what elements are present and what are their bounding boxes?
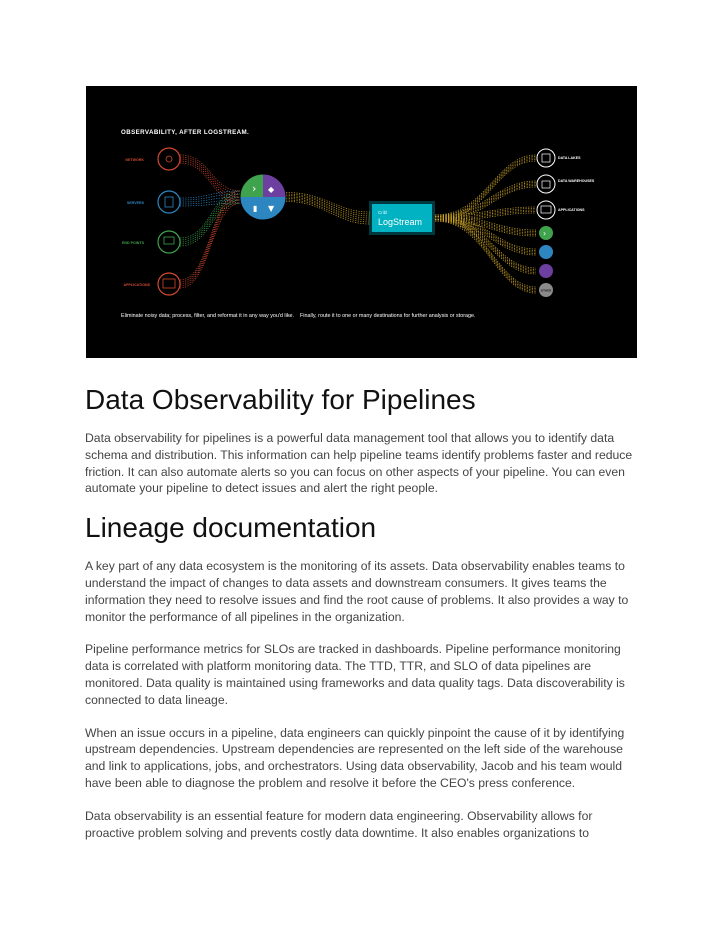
article	[85, 360, 645, 841]
svg-text:›: ›	[543, 229, 547, 238]
diagram-caption: Eliminate noisy data; process, filter, and reformat it in any way you'd like. Finally, route it to one or many destinations for further analysis or storage.	[121, 313, 476, 319]
server-icon	[158, 191, 180, 213]
destination-data-warehouses-label: DATA WAREHOUSES	[558, 179, 595, 183]
route-line	[435, 215, 536, 287]
route-line	[435, 209, 536, 217]
monitor-icon	[537, 201, 555, 219]
destination-data-lakes	[537, 149, 581, 167]
source-servers-label: SERVERS	[126, 201, 144, 205]
hub-brand: Cribl	[378, 210, 388, 215]
route-line	[435, 218, 536, 290]
route-line	[180, 194, 241, 282]
route-line	[435, 215, 536, 268]
route-lines	[180, 155, 536, 293]
route-line	[435, 213, 536, 221]
route-line	[180, 191, 241, 238]
route-line	[286, 200, 370, 222]
route-line	[435, 221, 536, 274]
source-applications	[124, 273, 181, 295]
route-line	[180, 155, 241, 191]
route-line	[286, 202, 370, 225]
source-endpoints	[122, 231, 180, 253]
route-line	[435, 181, 536, 215]
route-line	[180, 197, 241, 202]
destination-data-lakes-label: DATA LAKES	[558, 156, 581, 160]
destination-data-warehouses	[537, 175, 595, 193]
destination-icons	[539, 226, 553, 297]
route-line	[180, 194, 241, 240]
section-paragraph: A key part of any data ecosystem is the monitoring of its assets. Data observability enables teams to understand the impact of changes to data assets and downstream consumers. It gives teams the information they need to resolve issues and find the root cause of problems. It also provides a way to monitor the performance of all pipelines in the organization.	[85, 559, 629, 624]
section-heading: Lineage documentation	[85, 512, 377, 544]
source-servers	[127, 191, 180, 213]
document-icon: ▮	[253, 204, 258, 213]
route-line	[286, 196, 370, 217]
route-line	[435, 215, 536, 249]
route-line	[435, 218, 536, 252]
endpoint-icon	[158, 231, 180, 253]
route-line	[286, 193, 370, 213]
section-paragraph: Data observability for pipelines is a powerful data management tool that allows you to identify data schema and distribution. This information can help pipeline teams identify problems faster and reduce friction. It can also automate alerts so you can focus on other aspects of your pipeline. You can even automate your pipeline to detect issues and alert the right people.	[85, 431, 633, 496]
route-line	[180, 203, 241, 288]
logstream-hub	[369, 201, 435, 235]
route-line	[180, 157, 241, 194]
destination-applications	[537, 201, 585, 219]
route-line	[435, 220, 536, 273]
source-network-label: NETWORK	[125, 158, 144, 162]
stack-icon	[539, 264, 553, 278]
warehouse-icon	[537, 175, 555, 193]
section-paragraph: Data observability is an essential feature for modern data engineering. Observability allows for proactive problem solving and prevents costly data downtime. It also enables organizations to	[85, 808, 593, 840]
route-line	[435, 221, 536, 255]
route-line	[180, 197, 241, 284]
route-line	[435, 218, 536, 271]
source-endpoints-label: END POINTS	[122, 241, 144, 245]
route-line	[180, 200, 241, 286]
shield-icon	[539, 245, 553, 259]
source-applications-label: APPLICATIONS	[123, 283, 150, 287]
route-line	[435, 212, 536, 220]
route-line	[286, 199, 370, 221]
applications-icon	[158, 273, 180, 295]
bird-icon: ▼	[268, 204, 275, 213]
route-line	[435, 220, 536, 292]
route-line	[435, 207, 536, 215]
source-network	[125, 148, 180, 170]
section-paragraph: Pipeline performance metrics for SLOs are tracked in dashboards. Pipeline performance monitoring data is correlated with platform monitoring data. The TTD, TTR, and SLO of data pipelines are monitored. Data quality is maintained using frameworks and data quality tags. Data discoverability is connected to data lineage.	[85, 642, 625, 707]
hub-name: LogStream	[378, 217, 423, 227]
diagram-svg	[86, 86, 637, 358]
diagram-title: OBSERVABILITY, AFTER LOGSTREAM.	[121, 129, 250, 136]
route-line	[286, 197, 370, 218]
route-line	[180, 197, 241, 242]
destination-other-label: OTHER	[540, 288, 552, 293]
route-line	[180, 191, 241, 280]
route-line	[435, 217, 536, 289]
route-line	[435, 210, 536, 218]
chevron-icon: ›	[252, 182, 257, 195]
section-paragraph: When an issue occurs in a pipeline, data engineers can quickly pinpoint the cause of it by identifying upstream dependencies. Upstream dependencies are represented on the left side of the warehouse and link to applications, jobs, and orchestrators. Using data observability, Jacob and his team would have been able to diagnose the problem and resolve it before the CEO's press conference.	[85, 725, 625, 790]
section-heading: Data Observability for Pipelines	[85, 384, 476, 415]
route-line	[435, 155, 536, 215]
route-line	[435, 217, 536, 270]
route-line	[435, 220, 536, 254]
shield-icon: ◆	[268, 185, 275, 194]
route-line	[435, 221, 536, 293]
network-icon	[158, 148, 180, 170]
route-line	[435, 217, 536, 251]
destination-applications-label: APPLICATIONS	[558, 208, 585, 212]
route-line	[286, 194, 370, 214]
collector-node	[240, 174, 286, 220]
logstream-diagram	[86, 86, 637, 358]
database-icon	[537, 149, 555, 167]
